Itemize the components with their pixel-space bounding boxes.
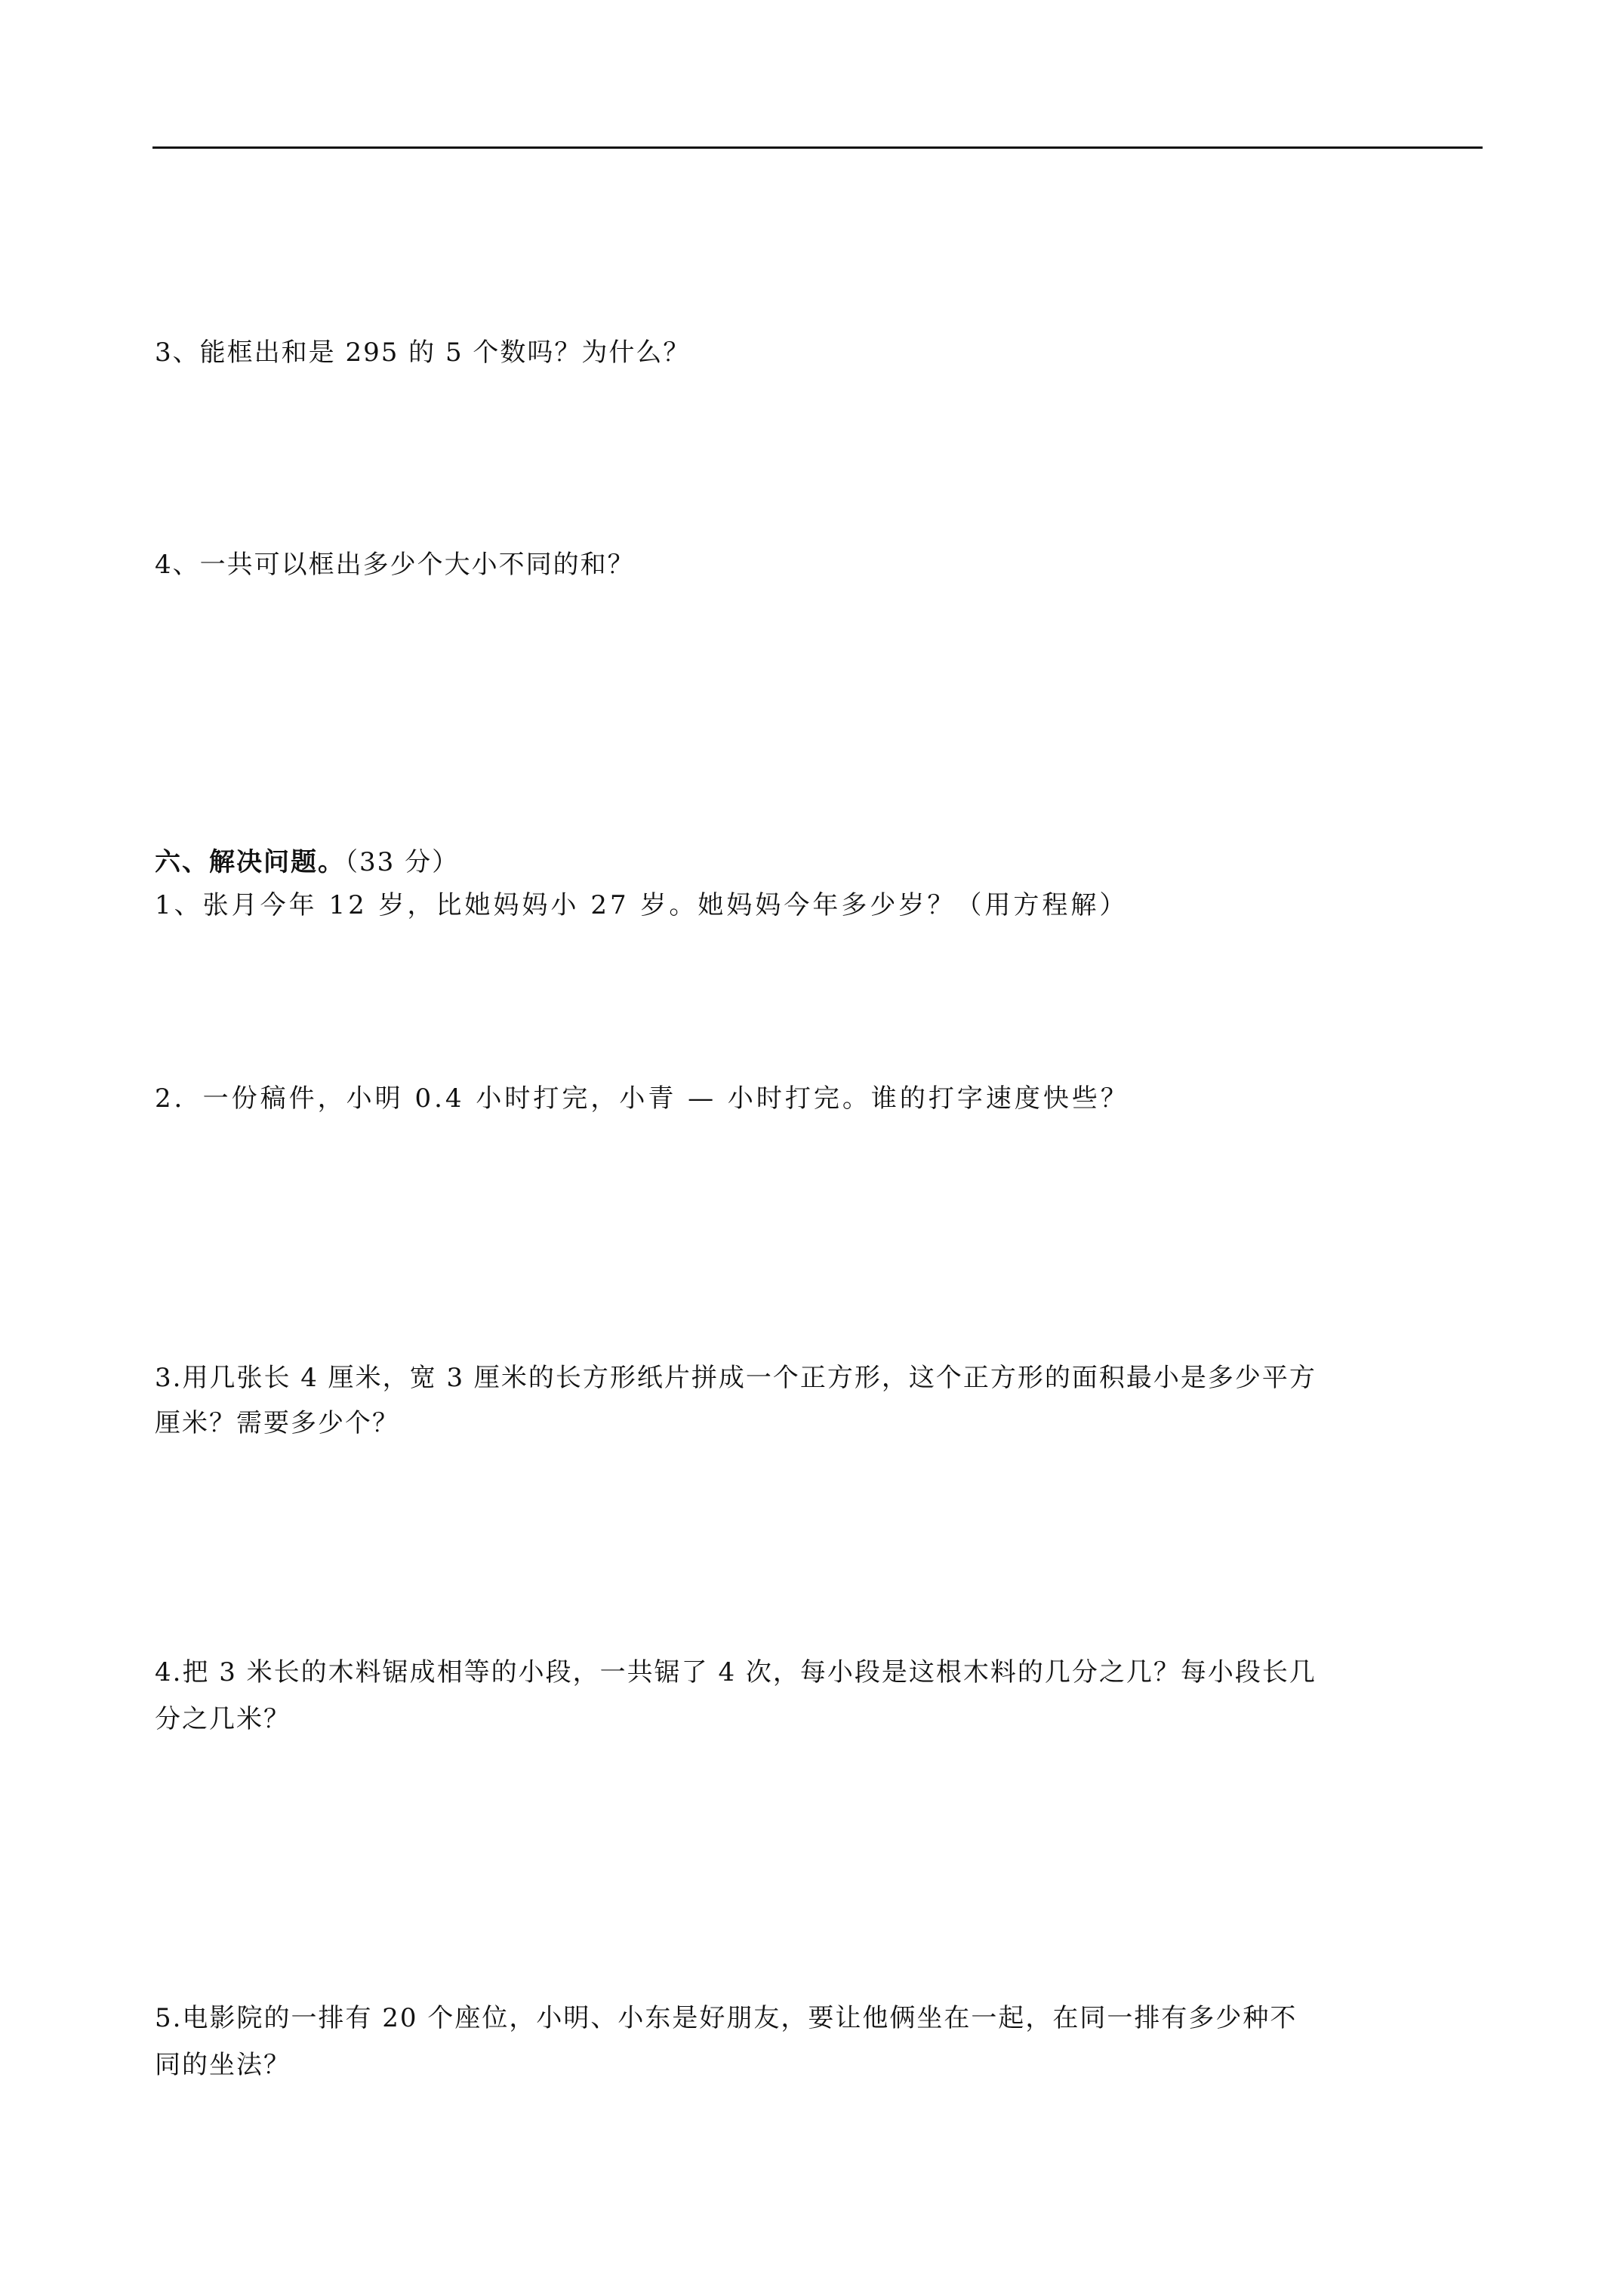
question-4-line-1: 4.把 3 米长的木料锯成相等的小段，一共锯了 4 次，每小段是这根木料的几分之几？每小段长几 (155, 1657, 1317, 1687)
question-1: 1、张月今年 12 岁，比她妈妈小 27 岁。她妈妈今年多少岁？（用方程解） (155, 890, 1129, 920)
section-6-title: 六、解决问题。 (155, 847, 345, 877)
question-2: 2．一份稿件，小明 0.4 小时打完，小青 — 小时打完。谁的打字速度快些？ (155, 1083, 1129, 1114)
question-3-line-2: 厘米？需要多少个？ (155, 1408, 399, 1438)
question-5-line-1: 5.电影院的一排有 20 个座位，小明、小东是好朋友，要让他俩坐在一起，在同一排有多少种不 (155, 2003, 1298, 2033)
question-3-prev: 3、能框出和是 295 的 5 个数吗？为什么？ (155, 337, 691, 368)
question-4-prev: 4、一共可以框出多少个大小不同的和？ (155, 550, 635, 580)
question-3-line-1: 3.用几张长 4 厘米，宽 3 厘米的长方形纸片拼成一个正方形，这个正方形的面积最小是多少平方 (155, 1363, 1317, 1393)
question-4-line-2: 分之几米？ (155, 1704, 291, 1734)
header-rule (152, 146, 1483, 149)
section-6-score: （33 分） (345, 847, 460, 877)
question-5-line-2: 同的坐法？ (155, 2050, 291, 2080)
